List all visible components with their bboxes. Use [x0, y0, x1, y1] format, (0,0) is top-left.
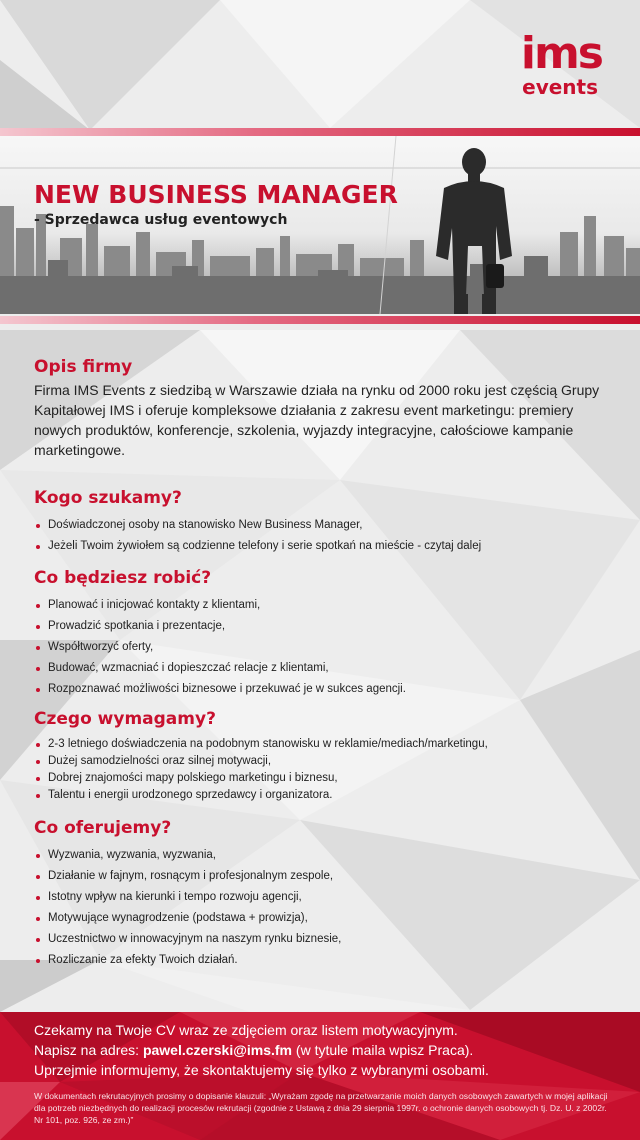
list-item: Doświadczonej osoby na stanowisko New Business Manager, [34, 515, 614, 536]
section-heading: Czego wymagamy? [34, 709, 216, 729]
list-item: Jeżeli Twoim żywiołem są codzienne telefony i serie spotkań na mieście - czytaj dalej [34, 536, 614, 557]
company-description: Firma IMS Events z siedzibą w Warszawie działa na rynku od 2000 roku jest częścią Grupy Kapitałowej IMS i oferuje kompleksowe działania z zakresu event marketingu: premiery nowych produktów, konferencje, szkolenia, wyjazdy integracyjne, całościowe kampanie marketingowe. [34, 382, 600, 458]
cv-request-text: Czekamy na Twoje CV wraz ze zdjęciem oraz listem motywacyjnym. [34, 1022, 458, 1038]
seeking-list [34, 515, 614, 557]
job-subtitle: - Sprzedawca usług eventowych [34, 212, 288, 228]
gdpr-clause: W dokumentach rekrutacyjnych prosimy o dopisanie klauzuli: „Wyrażam zgodę na przetwarzanie moich danych osobowych zawartych w mojej aplikacji dla potrzeb niezbędnych do realizacji procesów rekrutacji (zgodnie z Ustawą z dnia 29 sierpnia 1997r. o ochronie danych osobowych tj. Dz. U. z 2002r. Nr 101, poz. 926, ze zm.)” [34, 1091, 608, 1125]
list-item: Rozliczanie za efekty Twoich działań. [34, 950, 614, 971]
list-item: Działanie w fajnym, rosnącym i profesjonalnym zespole, [34, 866, 614, 887]
section-heading: Kogo szukamy? [34, 488, 182, 508]
list-item: Talentu i energii urodzonego sprzedawcy i organizatora. [34, 787, 614, 804]
list-item: 2-3 letniego doświadczenia na podobnym stanowisku w reklamie/mediach/marketingu, [34, 736, 614, 753]
email-address[interactable]: pawel.czerski@ims.fm [142, 1042, 293, 1058]
list-item: Dobrej znajomości mapy polskiego marketingu i biznesu, [34, 770, 614, 787]
list-item: Motywujące wynagrodzenie (podstawa + prowizja), [34, 908, 614, 929]
list-item: Uczestnictwo w innowacyjnym na naszym rynku biznesie, [34, 929, 614, 950]
list-item: Dużej samodzielności oraz silnej motywacji, [34, 753, 614, 770]
list-item: Istotny wpływ na kierunki i tempo rozwoju agencji, [34, 887, 614, 908]
section-heading: Co będziesz robić? [34, 568, 212, 588]
list-item: Wyzwania, wyzwania, wyzwania, [34, 845, 614, 866]
list-item: Budować, wzmacniać i dopieszczać relacje z klientami, [34, 658, 614, 679]
offer-list [34, 845, 614, 971]
section-offer [34, 817, 614, 971]
list-item: Rozpoznawać możliwości biznesowe i przekuwać je w sukces agencji. [34, 679, 614, 700]
section-seeking [34, 487, 614, 557]
banner-bottom-stripe [0, 316, 640, 324]
header-banner [0, 128, 640, 324]
section-duties [34, 567, 614, 700]
list-item: Prowadzić spotkania i prezentacje, [34, 616, 614, 637]
ims-events-logo [478, 30, 618, 102]
logo-events-text: events [522, 75, 598, 99]
email-suffix: (w tytule maila wpisz Praca). [292, 1042, 474, 1058]
list-item: Planować i inicjować kontakty z klientami, [34, 595, 614, 616]
section-requirements [34, 708, 614, 804]
email-line [34, 1040, 473, 1060]
logo-ims-text: ims [520, 28, 602, 79]
section-heading: Co oferujemy? [34, 818, 172, 838]
job-title: NEW BUSINESS MANAGER [34, 180, 398, 209]
requirements-list [34, 736, 614, 804]
section-heading: Opis firmy [34, 357, 133, 377]
duties-list [34, 595, 614, 700]
footer-contact [0, 1012, 640, 1140]
section-company [34, 356, 614, 460]
banner-top-stripe [0, 128, 640, 136]
email-prefix: Napisz na adres: [34, 1042, 143, 1058]
contact-notice: Uprzejmie informujemy, że skontaktujemy się tylko z wybranymi osobami. [34, 1062, 489, 1078]
list-item: Współtworzyć oferty, [34, 637, 614, 658]
